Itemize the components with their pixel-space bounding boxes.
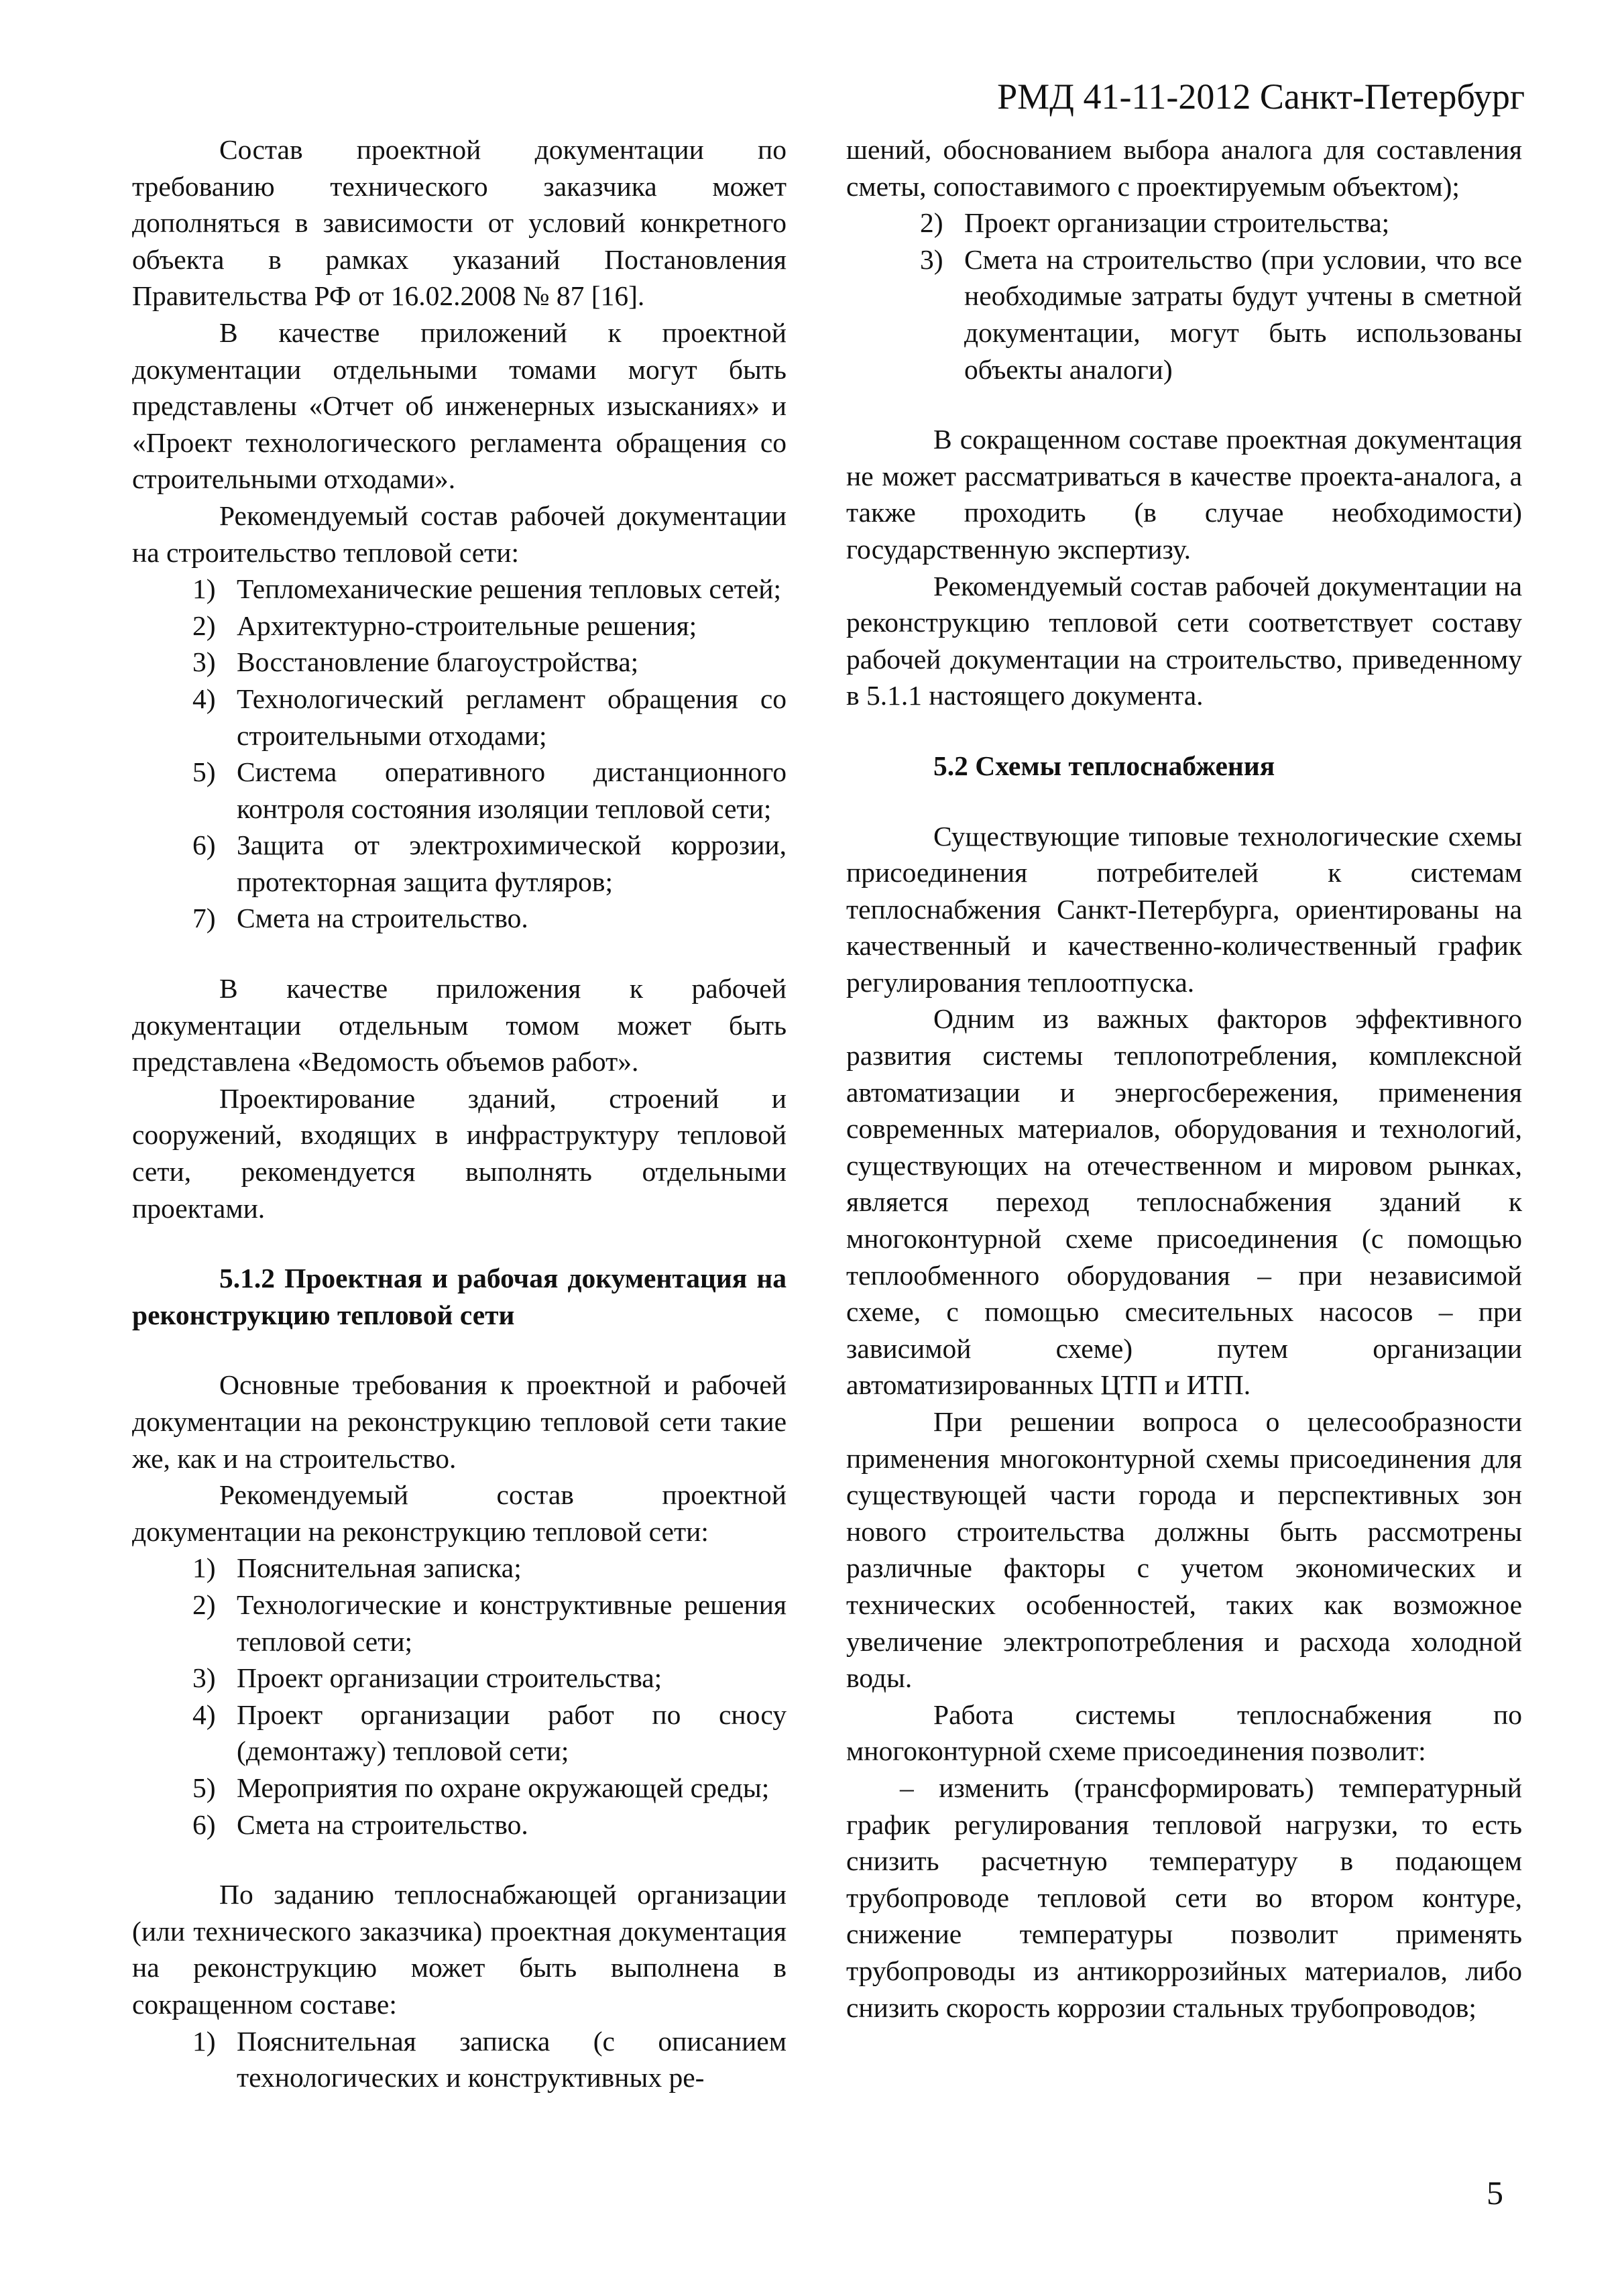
list-item-text: Тепломеханические решения тепловых сетей;: [237, 573, 782, 605]
page-number: 5: [1487, 2174, 1503, 2212]
list-item-text: Архитектурно-строительные решения;: [237, 610, 697, 641]
right-paragraph: Одним из важных факторов эффективного развития системы теплопотребления, комплексной автоматизации и энергосбережения, применения современных материалов, оборудования и технологий, существующих на отечественном и мировом рынках, является переход теплоснабжения зданий к многоконтурной схеме присоединения (с помощью теплообменного оборудования – при независимой схеме, с помощью смесительных насосов – при зависимой схеме) путем организации автоматизированных ЦТП и ИТП.: [846, 1003, 1522, 1401]
right-list-item: [846, 241, 1522, 388]
list-item-number: 4): [192, 1699, 216, 1730]
list-item-text: Проект организации работ по сносу (демонтажу) тепловой сети;: [237, 1699, 787, 1767]
left-list-item: [132, 754, 787, 827]
right-paragraph: Работа системы теплоснабжения по многоконтурной схеме присоединения позволит:: [846, 1699, 1522, 1767]
left-list-item: [132, 644, 787, 681]
right-list-item: [846, 205, 1522, 241]
right-column: [846, 131, 1522, 2026]
list-item-number: 2): [192, 1589, 216, 1620]
right-paragraph: При решении вопроса о целесообразности применения многоконтурной схемы присоединения для существующей части города и перспективных зон нового строительства должны быть рассмотрены различные факторы с учетом экономических и технических особенностей, таких как возможное увеличение электропотребления и расхода холодной воды.: [846, 1406, 1522, 1694]
list-item-text: Защита от электрохимической коррозии, протекторная защита футляров;: [237, 829, 787, 897]
left-paragraph: Рекомендуемый состав проектной документации на реконструкцию тепловой сети:: [132, 1479, 787, 1547]
list-item-number: 3): [192, 1662, 216, 1694]
left-list-item: [132, 608, 787, 644]
left-paragraph: В качестве приложений к проектной документации отдельными томами могут быть представлены «Отчет об инженерных изысканиях» и «Проект технологического регламента обращения со строительными отходами».: [132, 317, 787, 495]
left-paragraph: Основные требования к проектной и рабочей документации на реконструкцию тепловой сети такие же, как и на строительство.: [132, 1369, 787, 1474]
left-list-item: [132, 1550, 787, 1587]
list-item-number: 5): [192, 1772, 216, 1803]
right-paragraph: Рекомендуемый состав рабочей документации на реконструкцию тепловой сети соответствует составу рабочей документации на строительство, приведенному в 5.1.1 настоящего документа.: [846, 570, 1522, 711]
list-item-text: Проект организации строительства;: [237, 1662, 662, 1694]
right-paragraph: В сокращенном составе проектная документация не может рассматриваться в качестве проекта-аналога, а также проходить (в случае необходимости) государственную экспертизу.: [846, 424, 1522, 565]
left-column: [132, 131, 787, 2096]
left-list-item: [132, 900, 787, 937]
list-item-number: 2): [920, 207, 943, 239]
list-item-number: 5): [192, 756, 216, 788]
section-heading: 5.1.2 Проектная и рабочая документация на реконструкцию тепловой сети: [132, 1263, 787, 1330]
list-item-number: 2): [192, 610, 216, 641]
left-paragraph: По заданию теплоснабжающей организации (или технического заказчика) проектная документация на реконструкцию может быть выполнена в сокращенном составе:: [132, 1879, 787, 2020]
list-item-number: 1): [192, 2025, 216, 2057]
right-paragraph: шений, обоснованием выбора аналога для составления сметы, сопоставимого с проектируемым объектом);: [846, 134, 1522, 202]
list-item-text: Пояснительная записка (с описанием технологических и конструктивных ре-: [237, 2025, 787, 2093]
list-item-text: Смета на строительство.: [237, 1809, 528, 1840]
left-list-item: [132, 571, 787, 608]
left-list-item: [132, 1770, 787, 1806]
list-item-text: Проект организации строительства;: [964, 207, 1390, 239]
list-item-text: Восстановление благоустройства;: [237, 646, 639, 678]
list-item-text: Система оперативного дистанционного контроля состояния изоляции тепловой сети;: [237, 756, 787, 824]
list-item-number: 3): [920, 243, 943, 275]
left-paragraph: Проектирование зданий, строений и сооружений, входящих в инфраструктуру тепловой сети, рекомендуется выполнять отдельными проектами.: [132, 1082, 787, 1224]
page-header: РМД 41-11-2012 Санкт-Петербург: [997, 76, 1525, 117]
list-item-number: 1): [192, 573, 216, 605]
list-item-number: 6): [192, 829, 216, 861]
list-item-text: Пояснительная записка;: [237, 1552, 522, 1584]
right-paragraph: – изменить (трансформировать) температурный график регулирования тепловой нагрузки, то есть снизить расчетную температуру в подающем трубопроводе тепловой сети во втором контуре, снижение температуры позволит применять трубопроводы из антикоррозийных материалов, либо снизить скорость коррозии стальных трубопроводов;: [846, 1772, 1522, 2023]
left-paragraph: Состав проектной документации по требованию технического заказчика может дополняться в зависимости от условий конкретного объекта в рамках указаний Постановления Правительства РФ от 16.02.2008 № 87 [16].: [132, 134, 787, 312]
list-item-text: Мероприятия по охране окружающей среды;: [237, 1772, 770, 1803]
left-list-item: [132, 1697, 787, 1770]
left-paragraph: В качестве приложения к рабочей документации отдельным томом может быть представлена «Ведомость объемов работ».: [132, 973, 787, 1078]
list-item-number: 4): [192, 683, 216, 714]
left-paragraph: Рекомендуемый состав рабочей документации на строительство тепловой сети:: [132, 500, 787, 568]
list-item-number: 3): [192, 646, 216, 678]
section-heading: 5.2 Схемы теплоснабжения: [933, 750, 1275, 781]
list-item-text: Смета на строительство.: [237, 903, 528, 934]
left-list-item: [132, 827, 787, 900]
list-item-text: Технологический регламент обращения со строительными отходами;: [237, 683, 787, 751]
list-item-number: 1): [192, 1552, 216, 1584]
list-item-number: 6): [192, 1809, 216, 1840]
left-list-item: [132, 1806, 787, 1843]
list-item-text: Смета на строительство (при условии, что все необходимые затраты будут учтены в сметной документации, могут быть использованы объекты аналоги): [964, 243, 1522, 385]
list-item-text: Технологические и конструктивные решения тепловой сети;: [237, 1589, 787, 1657]
left-list-item: [132, 1660, 787, 1697]
list-item-number: 7): [192, 903, 216, 934]
left-list-item: [132, 2023, 787, 2096]
left-list-item: [132, 681, 787, 754]
right-paragraph: Существующие типовые технологические схемы присоединения потребителей к системам теплоснабжения Санкт-Петербурга, ориентированы на качественный и качественно-количественный график регулирования теплоотпуска.: [846, 820, 1522, 998]
left-list-item: [132, 1587, 787, 1660]
